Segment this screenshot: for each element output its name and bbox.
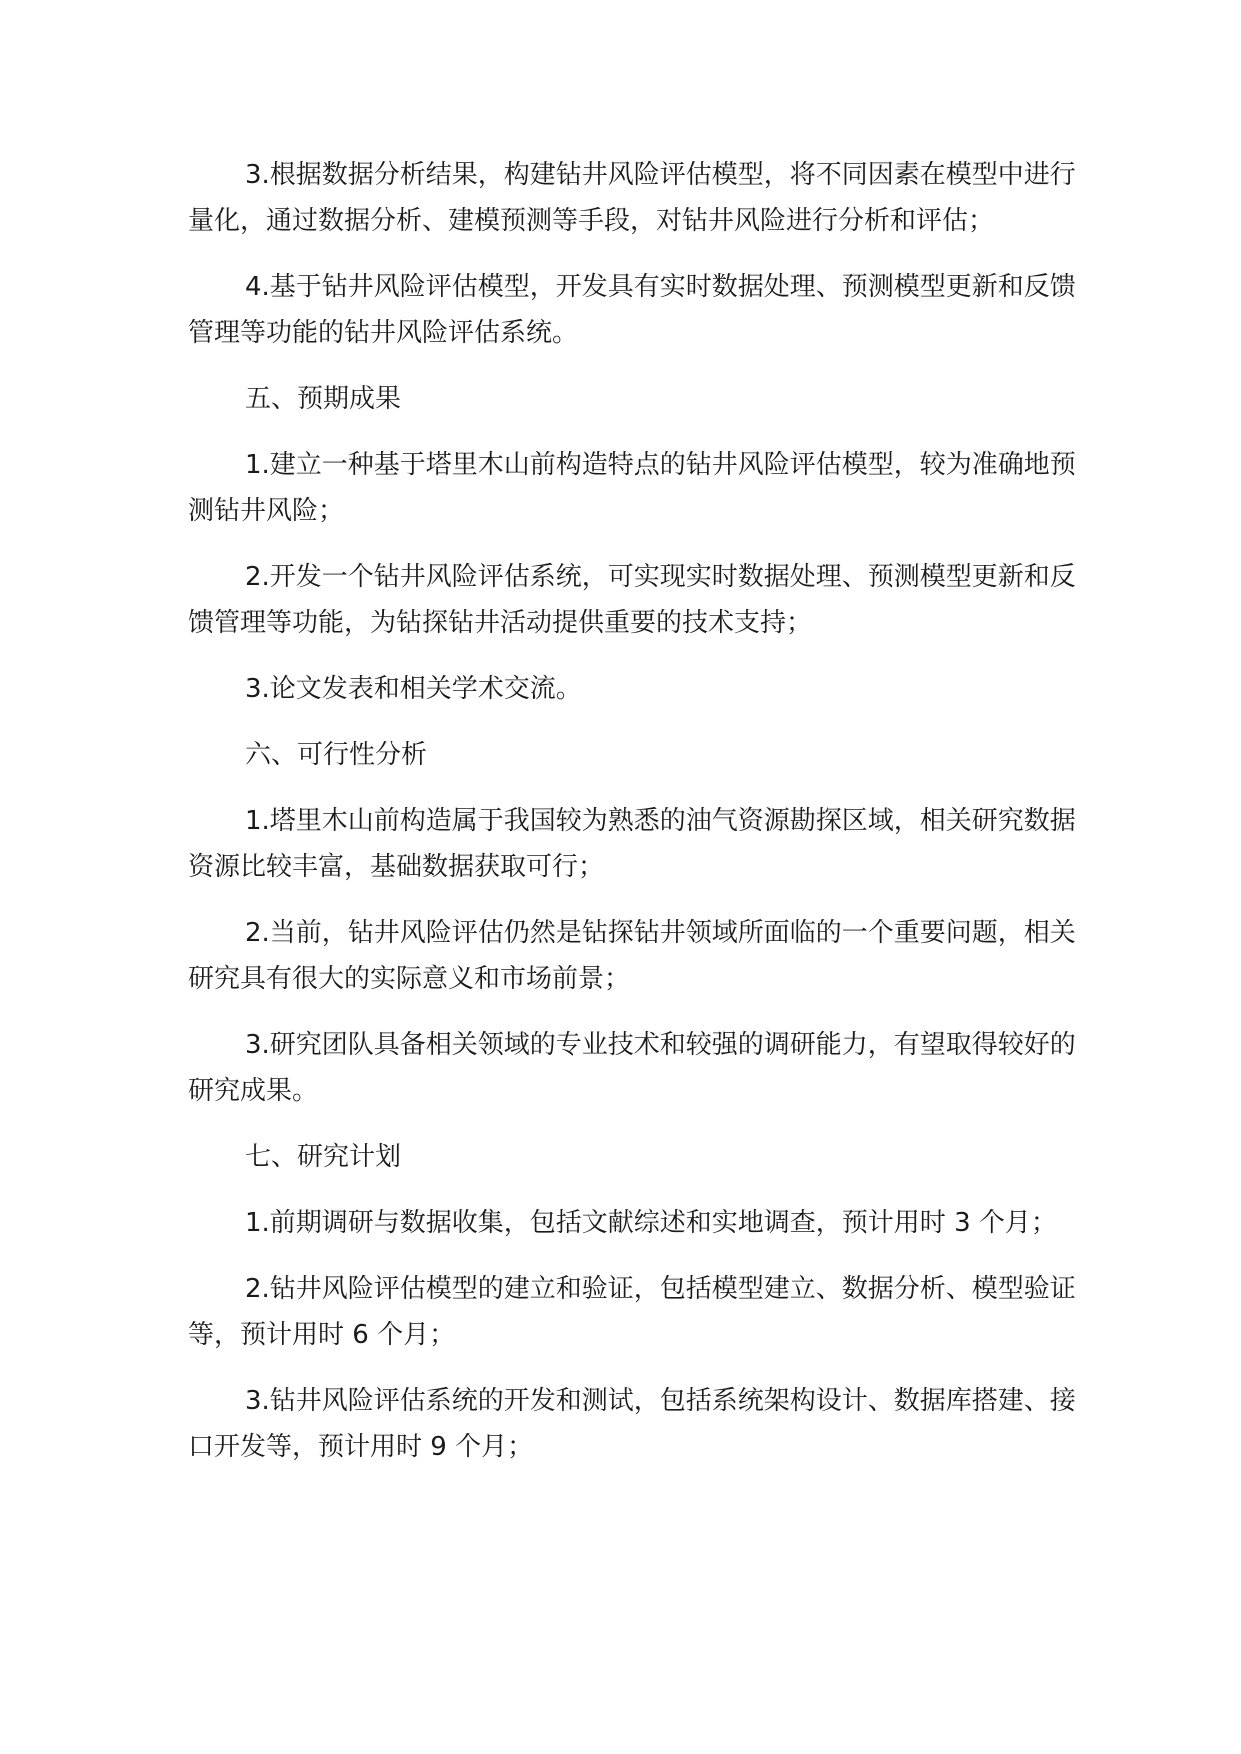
section-heading-feasibility: 六、可行性分析 [245, 740, 428, 770]
paragraph-feasibility-2: 2.当前，钻井风险评估仍然是钻探钻井领域所面临的一个重要问题，相关研究具有很大的实际意义和市场前景； [188, 918, 1076, 994]
paragraph-plan-2: 2.钻井风险评估模型的建立和验证，包括模型建立、数据分析、模型验证等，预计用时 6 个月； [188, 1274, 1076, 1350]
paragraph-result-2: 2.开发一个钻井风险评估系统，可实现实时数据处理、预测模型更新和反馈管理等功能，为钻探钻井活动提供重要的技术支持； [188, 562, 1076, 638]
paragraph-method-3: 3.根据数据分析结果，构建钻井风险评估模型，将不同因素在模型中进行量化，通过数据分析、建模预测等手段，对钻井风险进行分析和评估； [188, 160, 1076, 236]
paragraph-result-3: 3.论文发表和相关学术交流。 [245, 674, 582, 704]
paragraph-method-4: 4.基于钻井风险评估模型，开发具有实时数据处理、预测模型更新和反馈管理等功能的钻井风险评估系统。 [188, 272, 1076, 348]
section-heading-expected-results: 五、预期成果 [245, 384, 402, 414]
section-heading-research-plan: 七、研究计划 [245, 1142, 402, 1172]
paragraph-plan-1: 1.前期调研与数据收集，包括文献综述和实地调查，预计用时 3 个月； [245, 1208, 1057, 1238]
document-body [188, 152, 1088, 1490]
paragraph-feasibility-3: 3.研究团队具备相关领域的专业技术和较强的调研能力，有望取得较好的研究成果。 [188, 1030, 1076, 1106]
paragraph-feasibility-1: 1.塔里木山前构造属于我国较为熟悉的油气资源勘探区域，相关研究数据资源比较丰富，基础数据获取可行； [188, 806, 1076, 882]
paragraph-plan-3: 3.钻井风险评估系统的开发和测试，包括系统架构设计、数据库搭建、接口开发等，预计用时 9 个月； [188, 1386, 1076, 1462]
paragraph-result-1: 1.建立一种基于塔里木山前构造特点的钻井风险评估模型，较为准确地预测钻井风险； [188, 450, 1076, 526]
